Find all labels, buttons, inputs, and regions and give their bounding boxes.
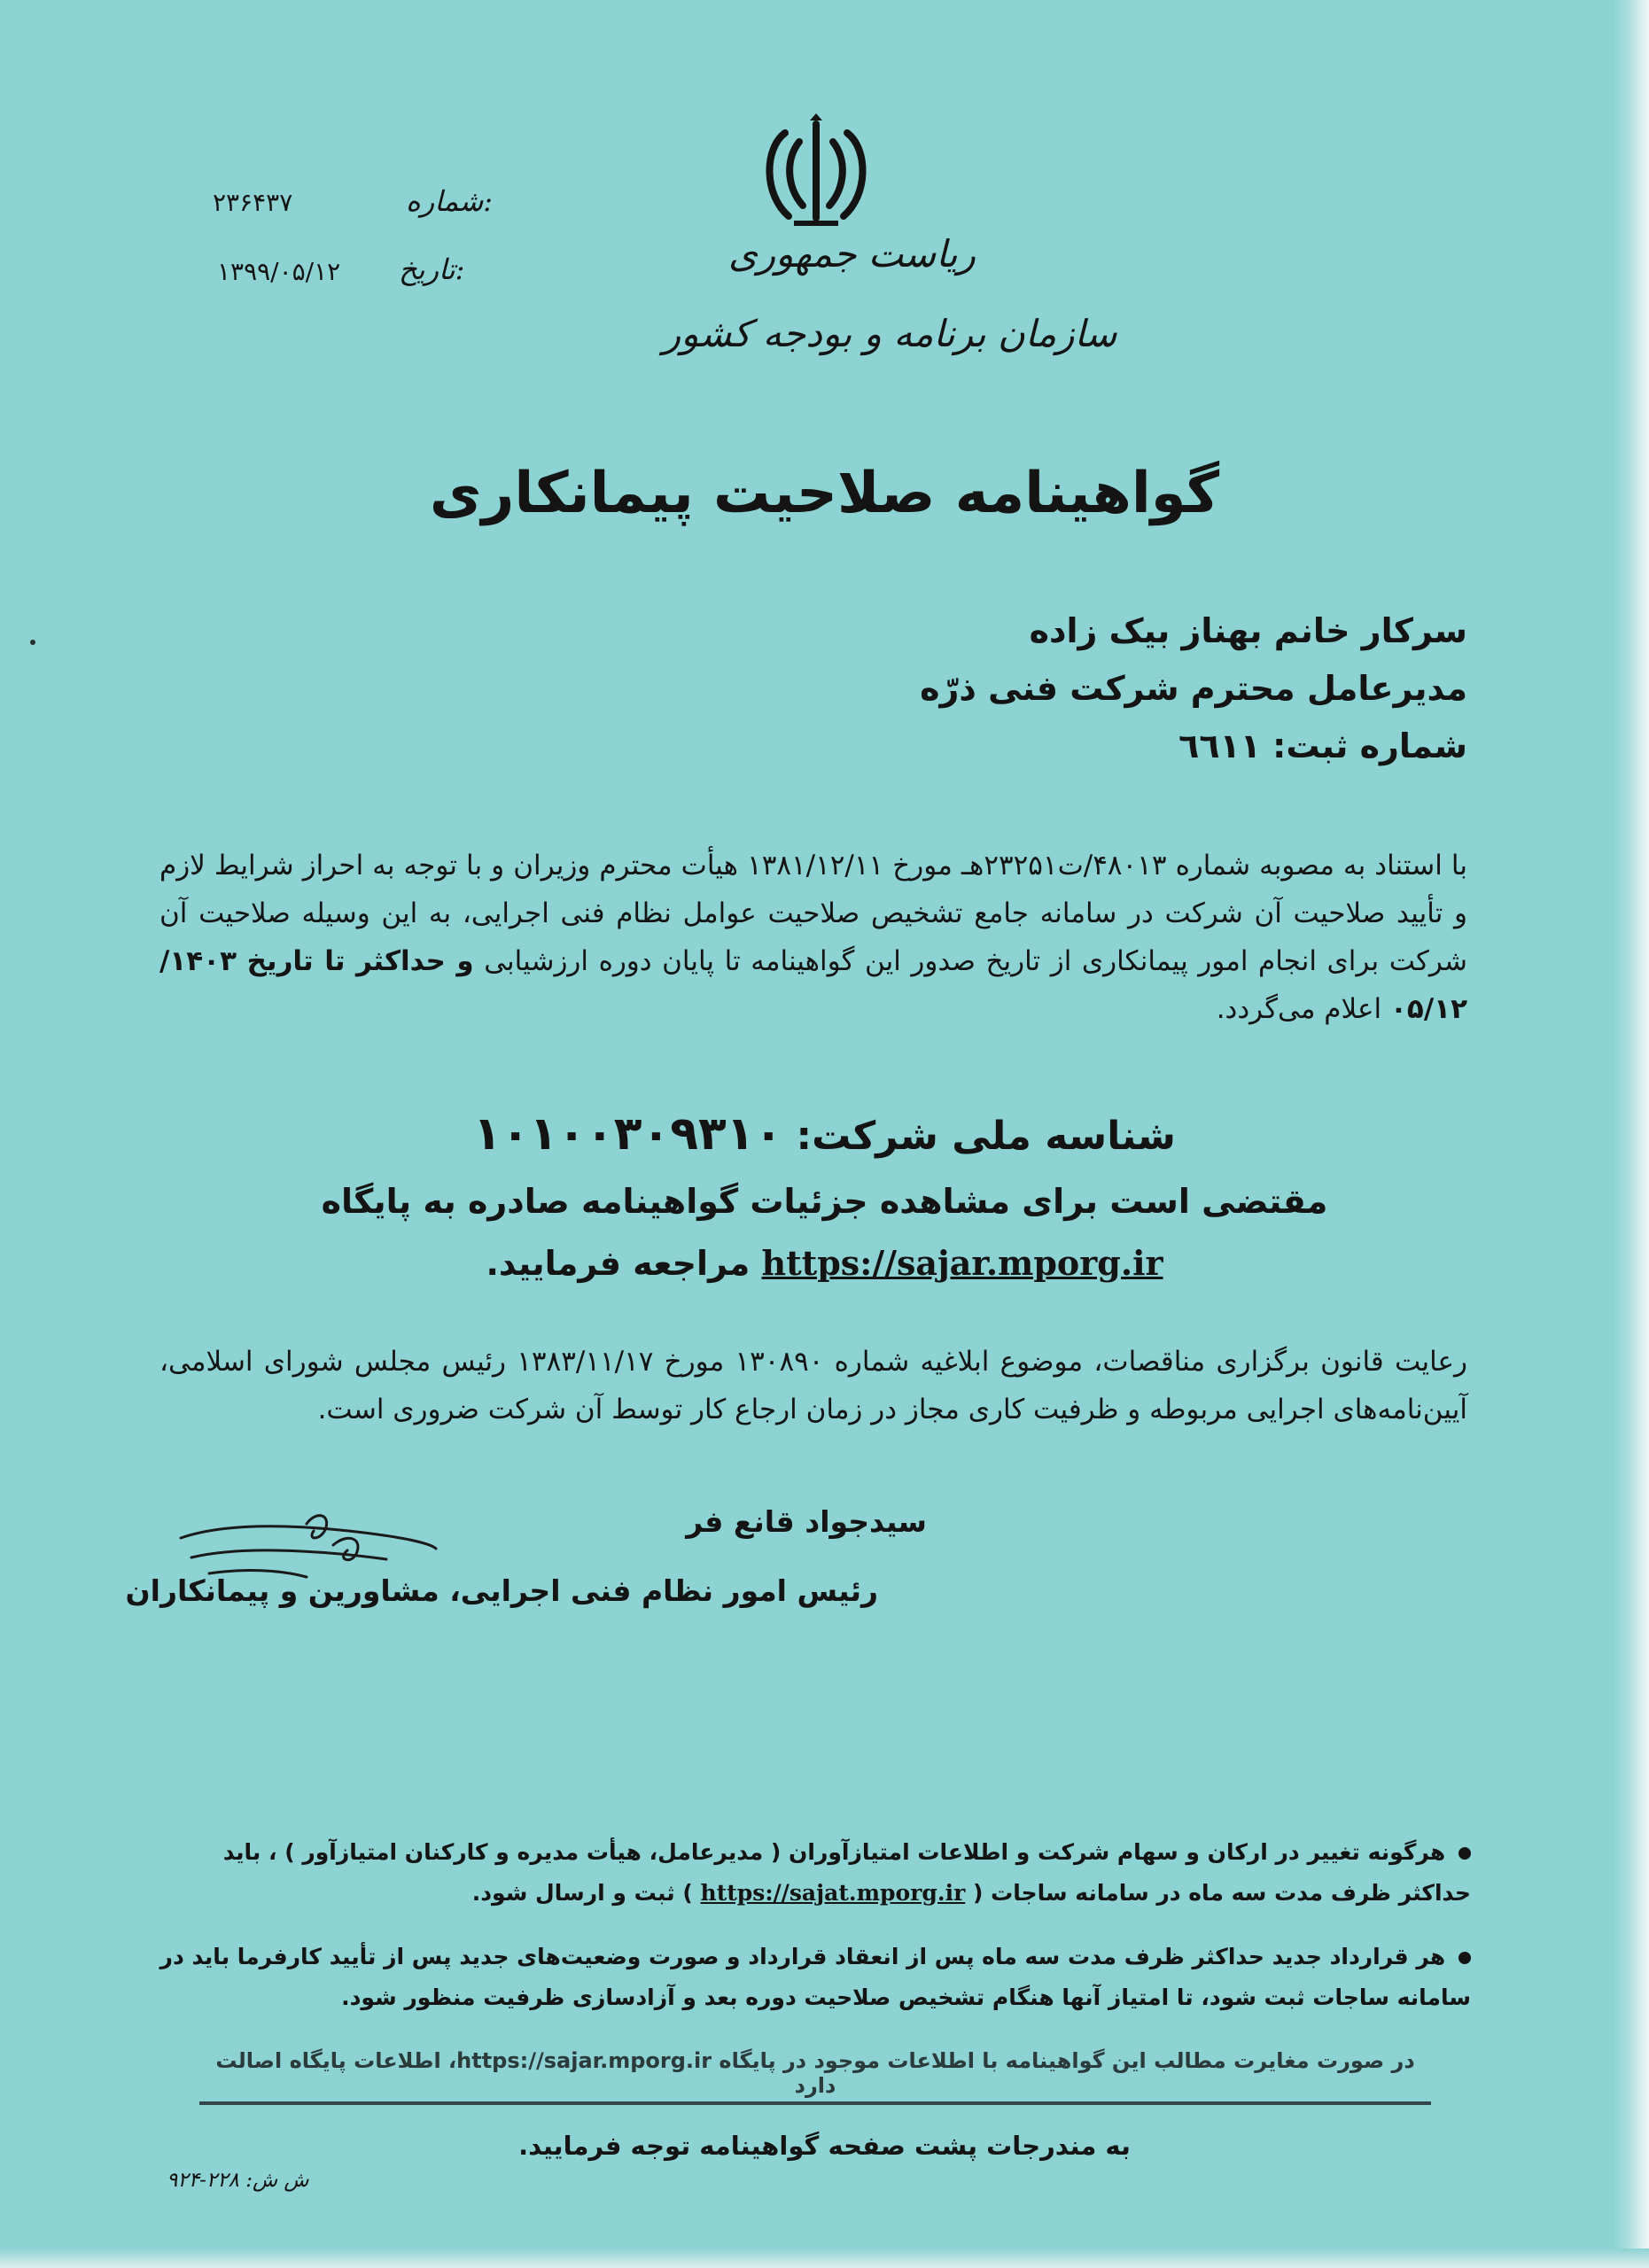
validity-prefix: و حداکثر تا تاریخ — [246, 945, 474, 977]
disclaimer: در صورت مغایرت مطالب این گواهینامه با اطلاعات موجود در پایگاه https://sajar.mporg.ir، اطلاعات پایگاه اصالت دارد — [199, 2048, 1431, 2105]
bullet-icon — [1458, 1952, 1471, 1964]
main-paragraph-text: با استناد به مصوبه شماره ۴۸۰۱۳/ت۲۳۲۵۱هـ مورخ ۱۳۸۱/۱۲/۱۱ هیأت محترم وزیران و با توجه به احراز شرایط لازم و تأیید صلاحیت آن شرکت در سامانه جامع تشخیص صلاحیت عوامل نظام فنی اجرایی، به این وسیله صلاحیت آن شرکت برای انجام امور پیمانکاری از تاریخ صدور این گواهینامه تا پایان دوره ارزشیابی — [159, 850, 1467, 977]
iran-emblem-icon — [758, 113, 874, 237]
note-2 — [159, 1937, 1471, 2018]
reference-line: مقتضی است برای مشاهده جزئیات گواهینامه صادره به پایگاه — [321, 1182, 1328, 1221]
back-page-note: به مندرجات پشت صفحه گواهینامه توجه فرمایید. — [518, 2131, 1131, 2161]
signatory-title: رئیس امور نظام فنی اجرایی، مشاورین و پیمانکاران — [125, 1573, 878, 1608]
signatory-name: سیدجواد قانع فر — [686, 1504, 927, 1539]
law-paragraph: رعایت قانون برگزاری مناقصات، موضوع ابلاغیه شماره ۱۳۰۸۹۰ مورخ ۱۳۸۳/۱۱/۱۷ رئیس مجلس شورای اسلامی، آیین‌نامه‌های اجرایی مربوطه و ظرفیت کاری مجاز در زمان ارجاع کار توسط آن شرکت ضروری است. — [159, 1346, 1467, 1425]
note-2-text: هر قرارداد جدید حداکثر ظرف مدت سه ماه پس از انعقاد قرارداد و صورت وضعیت‌های جدید پس از تأیید کارفرما باید در سامانه ساجات ثبت شود، تا امتیاز آنها هنگام تشخیص صلاحیت دوره بعد و آزادسازی ظرفیت منظور شود. — [159, 1944, 1471, 2010]
org-line-presidency: ریاست جمهوری — [728, 232, 976, 276]
main-paragraph — [159, 842, 1467, 1033]
bullet-icon — [1458, 1847, 1471, 1860]
note-1 — [159, 1832, 1471, 1914]
sajar-link[interactable]: https://sajar.mporg.ir — [761, 1243, 1163, 1283]
date-label: تاریخ: — [399, 252, 465, 286]
national-id-value: ۱۰۱۰۰۳۰۹۳۱۰ — [473, 1107, 783, 1161]
org-line-planning: سازمان برنامه و بودجه کشور — [663, 312, 1117, 355]
date-value: ۱۳۹۹/۰۵/۱۲ — [217, 257, 341, 286]
page-title: گواهینامه صلاحیت پیمانکاری — [429, 461, 1220, 526]
addressee-position: مدیرعامل محترم شرکت فنی ذرّه — [920, 669, 1467, 708]
national-id-label: شناسه ملی شرکت: — [796, 1114, 1176, 1159]
registration-number: شماره ثبت: ٦٦١١ — [1178, 726, 1467, 765]
scan-speck — [30, 640, 35, 645]
validity-date: ۱۴۰۳/ ۰۵/۱۲ — [159, 945, 1467, 1025]
note-1-text-b: ) ثبت و ارسال شود. — [471, 1880, 693, 1906]
number-value: ۲۳۶۴۳۷ — [213, 188, 293, 217]
scan-edge-bottom — [0, 2249, 1649, 2268]
number-label: شماره: — [406, 184, 494, 218]
addressee-name: سرکار خانم بهناز بیک زاده — [1029, 611, 1467, 650]
validity-suffix: اعلام می‌گردد. — [1216, 993, 1382, 1025]
reference-line-2 — [0, 1243, 1649, 1283]
sajat-link[interactable]: https://sajat.mporg.ir — [700, 1880, 966, 1906]
footer-code: ش ش: ۲۲۸-۹۲۴ — [167, 2169, 309, 2192]
national-id-line — [0, 1107, 1649, 1161]
reference-suffix: مراجعه فرمایید. — [486, 1244, 751, 1283]
note-1-text-a: هرگونه تغییر در ارکان و سهام شرکت و اطلاعات امتیازآوران ( مدیرعامل، هیأت مدیره و کارکنان امتیازآور ) ، باید حداکثر ظرف مدت سه ماه در سامانه ساجات ( — [222, 1839, 1471, 1906]
